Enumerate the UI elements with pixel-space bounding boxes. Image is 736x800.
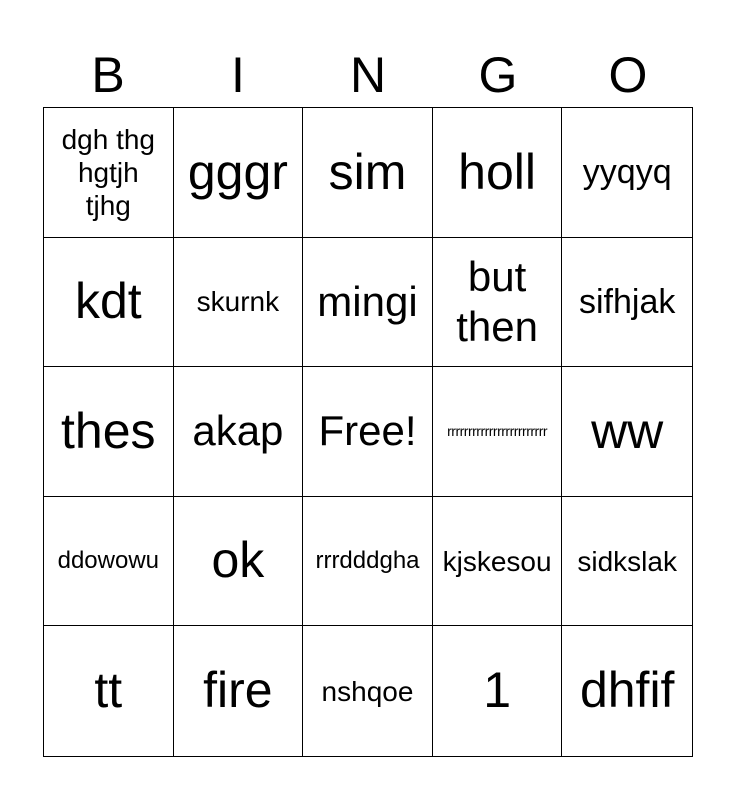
bingo-cell[interactable] bbox=[44, 497, 174, 627]
cell-text: but then bbox=[456, 252, 538, 350]
cell-text: Free! bbox=[318, 407, 417, 455]
bingo-cell[interactable] bbox=[433, 497, 563, 627]
cell-text: tt bbox=[94, 662, 123, 719]
bingo-cell[interactable] bbox=[44, 108, 174, 238]
header-letter-n: N bbox=[349, 47, 387, 103]
bingo-cell[interactable] bbox=[303, 238, 433, 368]
bingo-card bbox=[43, 107, 693, 757]
bingo-cell[interactable] bbox=[433, 626, 563, 756]
bingo-cell[interactable] bbox=[174, 238, 304, 368]
cell-text: ddowowu bbox=[57, 546, 159, 574]
bingo-cell[interactable] bbox=[174, 497, 304, 627]
bingo-cell[interactable] bbox=[433, 367, 563, 497]
cell-text: gggr bbox=[187, 143, 288, 200]
cell-text: rrrrrrrrrrrrrrrrrrrrrrrr bbox=[447, 423, 548, 440]
bingo-cell[interactable] bbox=[303, 108, 433, 238]
bingo-cell[interactable] bbox=[303, 497, 433, 627]
bingo-cell[interactable] bbox=[44, 626, 174, 756]
cell-text: fire bbox=[203, 662, 273, 719]
cell-text: dhfif bbox=[579, 662, 675, 719]
cell-text: ok bbox=[211, 532, 265, 589]
cell-text: kjskesou bbox=[442, 545, 552, 577]
bingo-cell[interactable] bbox=[303, 626, 433, 756]
bingo-cell[interactable] bbox=[562, 497, 692, 627]
bingo-header bbox=[43, 42, 693, 108]
cell-text: rrrdddgha bbox=[315, 546, 420, 574]
cell-text: sifhjak bbox=[579, 282, 676, 321]
bingo-cell[interactable] bbox=[562, 238, 692, 368]
cell-text: sidkslak bbox=[577, 545, 677, 577]
cell-text: dgh thg hgtjh tjhg bbox=[61, 123, 155, 221]
cell-text: holl bbox=[458, 143, 537, 200]
cell-text: thes bbox=[61, 402, 156, 459]
bingo-cell[interactable] bbox=[562, 626, 692, 756]
cell-text: sim bbox=[328, 143, 407, 200]
cell-text: 1 bbox=[483, 662, 511, 719]
header-letter-i: I bbox=[231, 47, 245, 103]
cell-text: ww bbox=[591, 402, 664, 459]
bingo-cell[interactable] bbox=[433, 108, 563, 238]
bingo-cell[interactable] bbox=[562, 367, 692, 497]
header-letter-g: G bbox=[478, 47, 518, 103]
bingo-cell[interactable] bbox=[433, 238, 563, 368]
bingo-cell[interactable] bbox=[44, 367, 174, 497]
header-letter-o: O bbox=[608, 47, 648, 103]
bingo-cell[interactable] bbox=[174, 626, 304, 756]
cell-text: nshqoe bbox=[321, 675, 414, 707]
cell-text: akap bbox=[192, 407, 284, 455]
cell-text: mingi bbox=[317, 277, 418, 325]
free-space[interactable] bbox=[303, 367, 433, 497]
header-letter-b: B bbox=[91, 47, 125, 103]
bingo-cell[interactable] bbox=[562, 108, 692, 238]
bingo-cell[interactable] bbox=[44, 238, 174, 368]
cell-text: skurnk bbox=[196, 286, 280, 318]
bingo-cell[interactable] bbox=[174, 367, 304, 497]
cell-text: kdt bbox=[74, 273, 142, 330]
cell-text: yyqyq bbox=[582, 153, 672, 192]
bingo-cell[interactable] bbox=[174, 108, 304, 238]
